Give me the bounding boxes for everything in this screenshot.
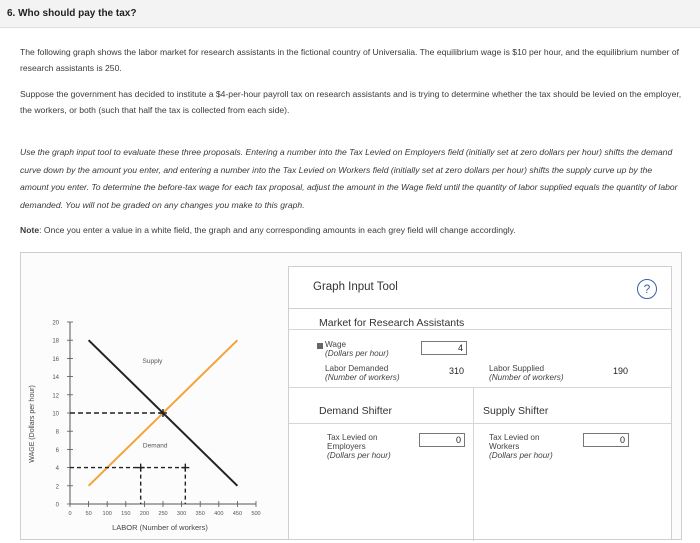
x-tick-label: 50	[85, 511, 92, 517]
x-tick-label: 350	[195, 511, 205, 517]
wage-label-block	[325, 340, 389, 358]
shifter-divider-top	[289, 387, 671, 388]
labor-supplied-label-block	[489, 364, 564, 382]
note-text: : Once you enter a value in a white field, the graph and any corresponding amounts in each grey field will change accordingly.	[39, 225, 516, 235]
y-tick-label: 0	[55, 502, 59, 509]
graph-input-tool	[288, 266, 672, 540]
help-button[interactable]: ?	[637, 279, 657, 299]
demand-curve-label: Demand	[142, 442, 168, 450]
shifter-divider-vertical	[473, 387, 474, 541]
demand-shifter-title: Demand Shifter	[319, 405, 392, 417]
y-tick-label: 8	[55, 429, 59, 436]
labor-demanded-label-block	[325, 364, 400, 382]
tax-workers-label-2: Workers	[489, 442, 520, 451]
shifter-divider-bottom	[289, 423, 671, 424]
drag-handle-icon	[317, 343, 323, 349]
tax-workers-label-block	[489, 433, 553, 460]
labor-supplied-label: Labor Supplied	[489, 364, 545, 373]
tax-employers-unit: (Dollars per hour)	[327, 451, 391, 460]
labor-supplied-output: 190	[612, 366, 628, 376]
instructions-paragraph: Use the graph input tool to evaluate these three proposals. Entering a number into the Tax Levied on Employers field (initially set at zero dollars per hour) shifts the demand curve down by the amount you enter, and entering a number into the Tax Levied on Workers field (initially set at zero dollars per hour) shifts the supply curve up by the amount you enter. To determine the before-tax wage for each tax proposal, adjust the amount in the Wage field until the quantity of labor supplied equals the quantity of labor demanded. You will not be graded on any changes you make to this graph.	[20, 147, 678, 210]
y-tick-label: 4	[55, 466, 59, 473]
x-tick-label: 250	[158, 511, 168, 517]
x-tick-label: 500	[251, 511, 261, 517]
tax-workers-input[interactable]: 0	[583, 433, 629, 447]
tax-employers-label-block	[327, 433, 391, 460]
intro-paragraph: The following graph shows the labor market for research assistants in the fictional country of Universalia. The equilibrium wage is $10 per hour, and the equilibrium number of research assistants is 250.	[20, 47, 680, 73]
tax-workers-label: Tax Levied on	[489, 433, 540, 442]
labor-demanded-unit: (Number of workers)	[325, 373, 400, 382]
proposal-paragraph: Suppose the government has decided to institute a $4-per-hour payroll tax on research assistants and is trying to determine whether the tax should be levied on the employer, the workers, or both (such that half the tax is collected from each side).	[20, 89, 682, 115]
panel-title: Graph Input Tool	[313, 281, 398, 293]
tax-employers-label: Tax Levied on	[327, 433, 378, 442]
x-tick-label: 200	[139, 511, 150, 517]
x-tick-label: 100	[102, 511, 112, 517]
y-tick-label: 20	[52, 320, 59, 327]
note-label: Note	[20, 225, 40, 235]
wage-unit: (Dollars per hour)	[325, 349, 389, 358]
y-tick-label: 16	[52, 356, 59, 363]
x-tick-label: 450	[232, 511, 243, 517]
tax-workers-unit: (Dollars per hour)	[489, 451, 553, 460]
labor-demanded-output: 310	[448, 366, 464, 376]
question-title: 6. Who should pay the tax?	[0, 0, 700, 28]
y-tick-label: 14	[52, 375, 59, 382]
x-tick-label: 0	[68, 511, 72, 517]
x-tick-label: 300	[176, 511, 187, 517]
wage-label: Wage	[325, 340, 347, 349]
y-axis-label: WAGE (Dollars per hour)	[29, 385, 36, 463]
panel-header	[289, 267, 671, 309]
y-tick-label: 18	[52, 338, 59, 345]
wage-input[interactable]: 4	[421, 341, 467, 355]
supply-shifter-title: Supply Shifter	[483, 405, 549, 417]
tax-employers-input[interactable]: 0	[419, 433, 465, 447]
y-tick-label: 12	[52, 393, 59, 400]
labor-market-graph[interactable]	[24, 310, 286, 538]
labor-supplied-unit: (Number of workers)	[489, 373, 564, 382]
x-tick-label: 400	[214, 511, 224, 517]
market-divider	[289, 329, 671, 330]
y-tick-label: 2	[55, 484, 59, 491]
x-tick-label: 150	[121, 511, 131, 517]
labor-demanded-label: Labor Demanded	[325, 364, 389, 373]
y-tick-label: 6	[55, 447, 59, 454]
supply-curve-label: Supply	[142, 357, 163, 365]
tax-employers-label-2: Employers	[327, 442, 366, 451]
x-axis-label: LABOR (Number of workers)	[112, 523, 208, 532]
market-title: Market for Research Assistants	[319, 317, 465, 329]
note-paragraph	[20, 222, 682, 238]
y-tick-label: 10	[52, 411, 59, 418]
